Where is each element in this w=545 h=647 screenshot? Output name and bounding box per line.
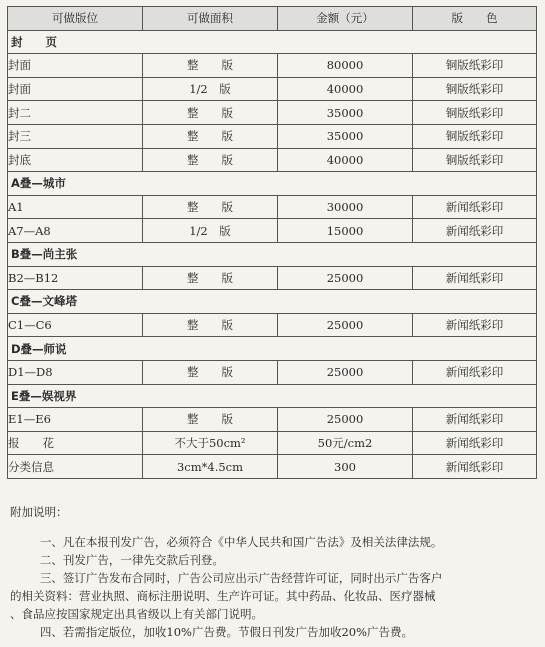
cell-color: 铜版纸彩印 <box>413 124 537 148</box>
table-row <box>8 266 537 290</box>
table-row <box>8 124 537 148</box>
cell-area: 3cm*4.5cm <box>143 455 278 479</box>
cell-price: 50元/cm2 <box>278 431 413 455</box>
cell-area: 整 版 <box>143 360 278 384</box>
section-row <box>8 337 537 361</box>
table-body <box>8 30 537 478</box>
cell-position: A1 <box>8 195 143 219</box>
cell-price: 25000 <box>278 313 413 337</box>
cell-position: D1—D8 <box>8 360 143 384</box>
header-row <box>8 7 537 31</box>
cell-color: 铜版纸彩印 <box>413 101 537 125</box>
cell-price: 30000 <box>278 195 413 219</box>
cell-area: 整 版 <box>143 313 278 337</box>
section-title: A叠—城市 <box>8 172 537 196</box>
table-row <box>8 360 537 384</box>
table-row <box>8 54 537 78</box>
cell-color: 新闻纸彩印 <box>413 219 537 243</box>
cell-position: 封三 <box>8 124 143 148</box>
section-title: D叠—师说 <box>8 337 537 361</box>
cell-area: 不大于50cm² <box>143 431 278 455</box>
cell-position: E1—E6 <box>8 408 143 432</box>
table-row <box>8 101 537 125</box>
table-row <box>8 77 537 101</box>
section-title: 封 页 <box>8 30 537 54</box>
cell-area: 整 版 <box>143 195 278 219</box>
table-row <box>8 431 537 455</box>
cell-color: 新闻纸彩印 <box>413 455 537 479</box>
cell-color: 新闻纸彩印 <box>413 408 537 432</box>
cell-price: 25000 <box>278 266 413 290</box>
cell-area: 整 版 <box>143 54 278 78</box>
table-row <box>8 219 537 243</box>
cell-position: 分类信息 <box>8 455 143 479</box>
cell-position: 封底 <box>8 148 143 172</box>
note-item: 、食品应按国家规定出具省级以上有关部门说明。 <box>10 607 263 621</box>
header-position: 可做版位 <box>8 7 143 31</box>
cell-position: B2—B12 <box>8 266 143 290</box>
header-color: 版 色 <box>413 7 537 31</box>
header-area: 可做面积 <box>143 7 278 31</box>
cell-area: 整 版 <box>143 124 278 148</box>
table-row <box>8 408 537 432</box>
cell-color: 铜版纸彩印 <box>413 77 537 101</box>
table-row <box>8 455 537 479</box>
cell-area: 1/2 版 <box>143 219 278 243</box>
cell-position: C1—C6 <box>8 313 143 337</box>
section-title: C叠—文峰塔 <box>8 290 537 314</box>
section-title: E叠—娱视界 <box>8 384 537 408</box>
section-title: B叠—尚主张 <box>8 242 537 266</box>
cell-area: 整 版 <box>143 101 278 125</box>
cell-position: 报 花 <box>8 431 143 455</box>
section-row <box>8 242 537 266</box>
section-row <box>8 384 537 408</box>
header-price: 金额（元） <box>278 7 413 31</box>
notes-section <box>10 503 535 641</box>
cell-area: 整 版 <box>143 266 278 290</box>
cell-color: 新闻纸彩印 <box>413 266 537 290</box>
section-row <box>8 290 537 314</box>
cell-color: 铜版纸彩印 <box>413 148 537 172</box>
table-row <box>8 148 537 172</box>
ad-rate-table <box>7 6 537 479</box>
cell-color: 新闻纸彩印 <box>413 195 537 219</box>
cell-price: 25000 <box>278 408 413 432</box>
cell-price: 35000 <box>278 124 413 148</box>
cell-price: 25000 <box>278 360 413 384</box>
cell-price: 300 <box>278 455 413 479</box>
cell-area: 整 版 <box>143 408 278 432</box>
notes-title: 附加说明： <box>10 505 68 519</box>
table-row <box>8 313 537 337</box>
section-row <box>8 172 537 196</box>
cell-color: 新闻纸彩印 <box>413 431 537 455</box>
cell-price: 80000 <box>278 54 413 78</box>
cell-area: 整 版 <box>143 148 278 172</box>
section-row <box>8 30 537 54</box>
note-item: 二、刊发广告，一律先交款后刊登。 <box>39 553 224 567</box>
cell-color: 新闻纸彩印 <box>413 313 537 337</box>
cell-color: 铜版纸彩印 <box>413 54 537 78</box>
cell-position: 封面 <box>8 77 143 101</box>
cell-price: 40000 <box>278 77 413 101</box>
cell-color: 新闻纸彩印 <box>413 360 537 384</box>
note-item: 四、若需指定版位，加收10%广告费。节假日刊发广告加收20%广告费。 <box>39 625 414 639</box>
cell-area: 1/2 版 <box>143 77 278 101</box>
cell-price: 40000 <box>278 148 413 172</box>
note-item: 三、签订广告发布合同时，广告公司应出示广告经营许可证，同时出示广告客户 <box>39 571 443 585</box>
cell-price: 35000 <box>278 101 413 125</box>
cell-position: 封面 <box>8 54 143 78</box>
cell-price: 15000 <box>278 219 413 243</box>
note-item: 一、凡在本报刊发广告，必须符合《中华人民共和国广告法》及相关法律法规。 <box>39 535 443 549</box>
cell-position: A7—A8 <box>8 219 143 243</box>
table-row <box>8 195 537 219</box>
cell-position: 封二 <box>8 101 143 125</box>
note-item: 的相关资料：营业执照、商标注册说明、生产许可证。其中药品、化妆品、医疗器械 <box>10 589 436 603</box>
